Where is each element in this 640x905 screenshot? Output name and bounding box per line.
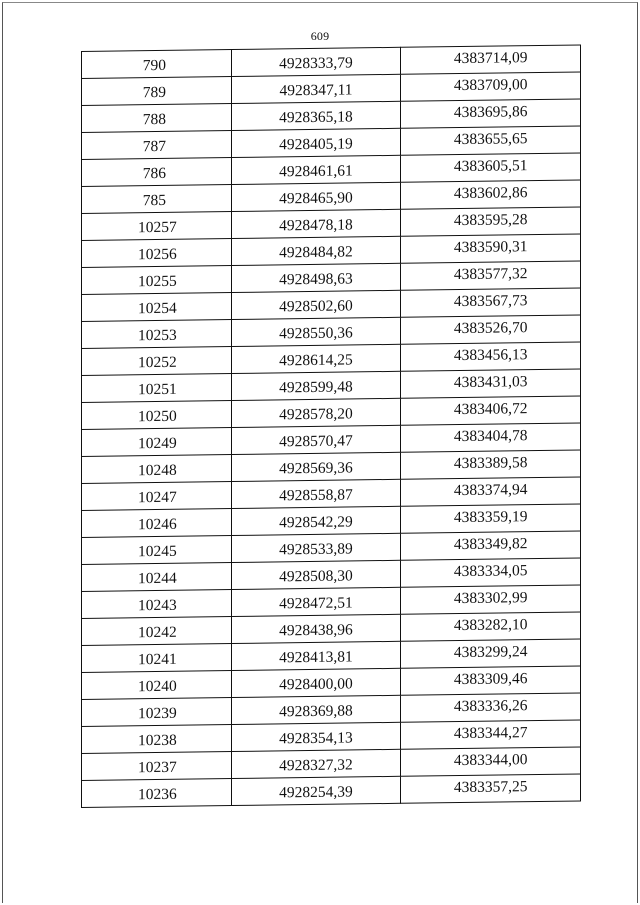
point-number-cell: 10242 — [82, 617, 232, 646]
x-coordinate-cell: 4928400,00 — [231, 668, 401, 697]
x-coordinate-cell: 4928354,13 — [231, 722, 401, 751]
x-coordinate-cell: 4928413,81 — [231, 641, 401, 670]
point-number-cell: 10249 — [82, 428, 232, 457]
x-coordinate-cell: 4928569,36 — [231, 452, 401, 481]
point-number-cell: 788 — [82, 104, 232, 133]
point-number-cell: 10244 — [82, 563, 232, 592]
y-coordinate-cell: 4383526,70 — [401, 315, 581, 344]
x-coordinate-cell: 4928405,19 — [231, 128, 401, 157]
x-coordinate-cell: 4928484,82 — [231, 236, 401, 265]
y-coordinate-cell: 4383602,86 — [401, 180, 581, 209]
y-coordinate-cell: 4383431,03 — [401, 369, 581, 398]
coordinates-table-body — [82, 45, 581, 808]
y-coordinate-cell: 4383374,94 — [401, 477, 581, 506]
x-coordinate-cell: 4928578,20 — [231, 398, 401, 427]
y-coordinate-cell: 4383357,25 — [401, 774, 581, 803]
x-coordinate-cell: 4928542,29 — [231, 506, 401, 535]
y-coordinate-cell: 4383655,65 — [401, 126, 581, 155]
y-coordinate-cell: 4383344,27 — [401, 720, 581, 749]
point-number-cell: 787 — [82, 131, 232, 160]
point-number-cell: 10254 — [82, 293, 232, 322]
y-coordinate-cell: 4383714,09 — [401, 45, 581, 74]
point-number-cell: 10257 — [82, 212, 232, 241]
y-coordinate-cell: 4383695,86 — [401, 99, 581, 128]
x-coordinate-cell: 4928461,61 — [231, 155, 401, 184]
point-number-cell: 786 — [82, 158, 232, 187]
y-coordinate-cell: 4383595,28 — [401, 207, 581, 236]
point-number-cell: 10248 — [82, 455, 232, 484]
y-coordinate-cell: 4383404,78 — [401, 423, 581, 452]
point-number-cell: 10255 — [82, 266, 232, 295]
x-coordinate-cell: 4928365,18 — [231, 101, 401, 130]
x-coordinate-cell: 4928502,60 — [231, 290, 401, 319]
point-number-cell: 10252 — [82, 347, 232, 376]
x-coordinate-cell: 4928254,39 — [231, 776, 401, 805]
y-coordinate-cell: 4383359,19 — [401, 504, 581, 533]
table-row — [82, 774, 581, 808]
y-coordinate-cell: 4383389,58 — [401, 450, 581, 479]
point-number-cell: 10238 — [82, 725, 232, 754]
y-coordinate-cell: 4383302,99 — [401, 585, 581, 614]
y-coordinate-cell: 4383577,32 — [401, 261, 581, 290]
point-number-cell: 10239 — [82, 698, 232, 727]
x-coordinate-cell: 4928478,18 — [231, 209, 401, 238]
y-coordinate-cell: 4383590,31 — [401, 234, 581, 263]
point-number-cell: 789 — [82, 77, 232, 106]
point-number-cell: 10246 — [82, 509, 232, 538]
point-number-cell: 10240 — [82, 671, 232, 700]
x-coordinate-cell: 4928347,11 — [231, 74, 401, 103]
point-number-cell: 10243 — [82, 590, 232, 619]
x-coordinate-cell: 4928558,87 — [231, 479, 401, 508]
y-coordinate-cell: 4383456,13 — [401, 342, 581, 371]
y-coordinate-cell: 4383349,82 — [401, 531, 581, 560]
x-coordinate-cell: 4928614,25 — [231, 344, 401, 373]
y-coordinate-cell: 4383299,24 — [401, 639, 581, 668]
point-number-cell: 10256 — [82, 239, 232, 268]
x-coordinate-cell: 4928472,51 — [231, 587, 401, 616]
x-coordinate-cell: 4928508,30 — [231, 560, 401, 589]
x-coordinate-cell: 4928369,88 — [231, 695, 401, 724]
y-coordinate-cell: 4383605,51 — [401, 153, 581, 182]
page-number: 609 — [310, 29, 330, 43]
y-coordinate-cell: 4383406,72 — [401, 396, 581, 425]
point-number-cell: 10236 — [82, 779, 232, 808]
y-coordinate-cell: 4383709,00 — [401, 72, 581, 101]
y-coordinate-cell: 4383567,73 — [401, 288, 581, 317]
point-number-cell: 10247 — [82, 482, 232, 511]
y-coordinate-cell: 4383344,00 — [401, 747, 581, 776]
y-coordinate-cell: 4383334,05 — [401, 558, 581, 587]
y-coordinate-cell: 4383336,26 — [401, 693, 581, 722]
x-coordinate-cell: 4928465,90 — [231, 182, 401, 211]
y-coordinate-cell: 4383282,10 — [401, 612, 581, 641]
point-number-cell: 10250 — [82, 401, 232, 430]
y-coordinate-cell: 4383309,46 — [401, 666, 581, 695]
x-coordinate-cell: 4928333,79 — [231, 47, 401, 76]
coordinates-table — [81, 44, 581, 808]
point-number-cell: 10245 — [82, 536, 232, 565]
x-coordinate-cell: 4928498,63 — [231, 263, 401, 292]
x-coordinate-cell: 4928570,47 — [231, 425, 401, 454]
point-number-cell: 790 — [82, 50, 232, 79]
x-coordinate-cell: 4928533,89 — [231, 533, 401, 562]
x-coordinate-cell: 4928327,32 — [231, 749, 401, 778]
point-number-cell: 10241 — [82, 644, 232, 673]
point-number-cell: 10237 — [82, 752, 232, 781]
point-number-cell: 10251 — [82, 374, 232, 403]
point-number-cell: 785 — [82, 185, 232, 214]
x-coordinate-cell: 4928438,96 — [231, 614, 401, 643]
x-coordinate-cell: 4928599,48 — [231, 371, 401, 400]
x-coordinate-cell: 4928550,36 — [231, 317, 401, 346]
point-number-cell: 10253 — [82, 320, 232, 349]
